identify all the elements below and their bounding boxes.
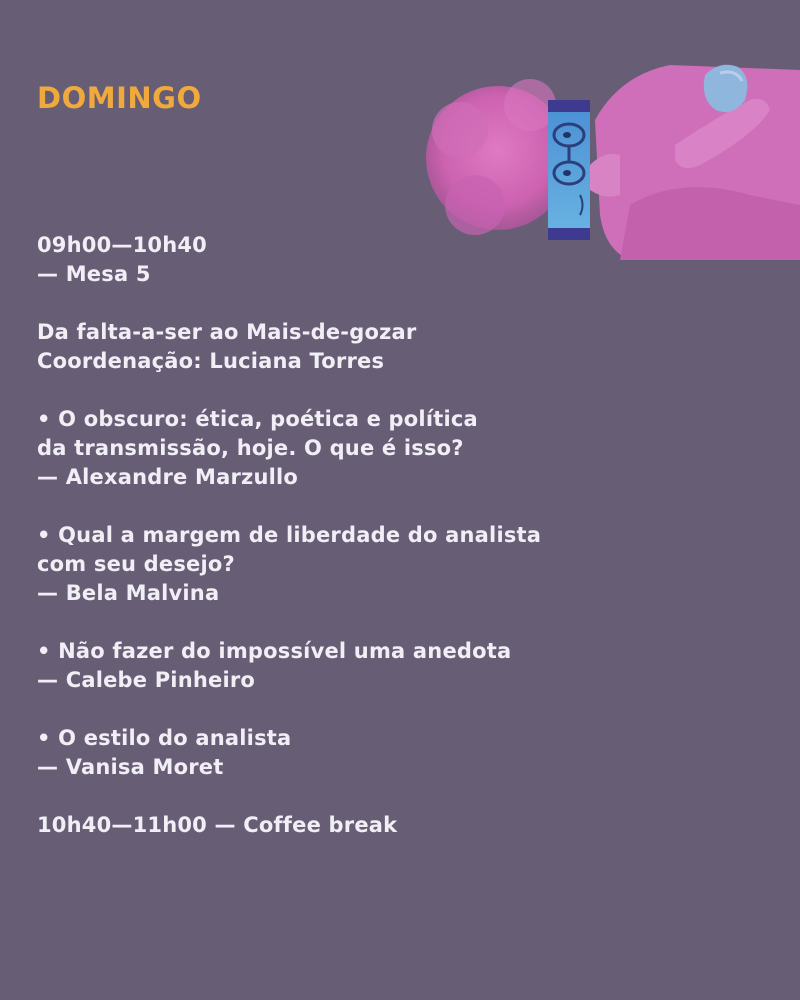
- talk-item: [37, 405, 657, 492]
- talk-item: [37, 724, 657, 782]
- talk-title: • Não fazer do impossível uma anedota: [37, 639, 512, 663]
- talk-title: • Qual a margem de liberdade do analista: [37, 523, 542, 547]
- talk-title: com seu desejo?: [37, 552, 235, 576]
- session-time: 09h00—10h40: [37, 233, 207, 257]
- talk-speaker: — Calebe Pinheiro: [37, 668, 256, 692]
- talk-speaker: — Bela Malvina: [37, 581, 220, 605]
- talk-item: [37, 637, 657, 695]
- talk-speaker: — Alexandre Marzullo: [37, 465, 299, 489]
- talk-title: • O estilo do analista: [37, 726, 292, 750]
- coffee-break: [37, 811, 657, 840]
- break-text: 10h40—11h00 — Coffee break: [37, 813, 398, 837]
- talk-item: [37, 521, 657, 608]
- day-title: DOMINGO: [37, 81, 202, 115]
- schedule: [37, 231, 657, 869]
- session-name: — Mesa 5: [37, 262, 151, 286]
- session-header: [37, 231, 657, 289]
- talk-speaker: — Vanisa Moret: [37, 755, 224, 779]
- theme-title: Da falta-a-ser ao Mais-de-gozar: [37, 320, 417, 344]
- session-theme: [37, 318, 657, 376]
- talk-title: da transmissão, hoje. O que é isso?: [37, 436, 464, 460]
- coordination: Coordenação: Luciana Torres: [37, 349, 385, 373]
- talk-title: • O obscuro: ética, poética e política: [37, 407, 478, 431]
- person-portrait-icon: [420, 55, 800, 260]
